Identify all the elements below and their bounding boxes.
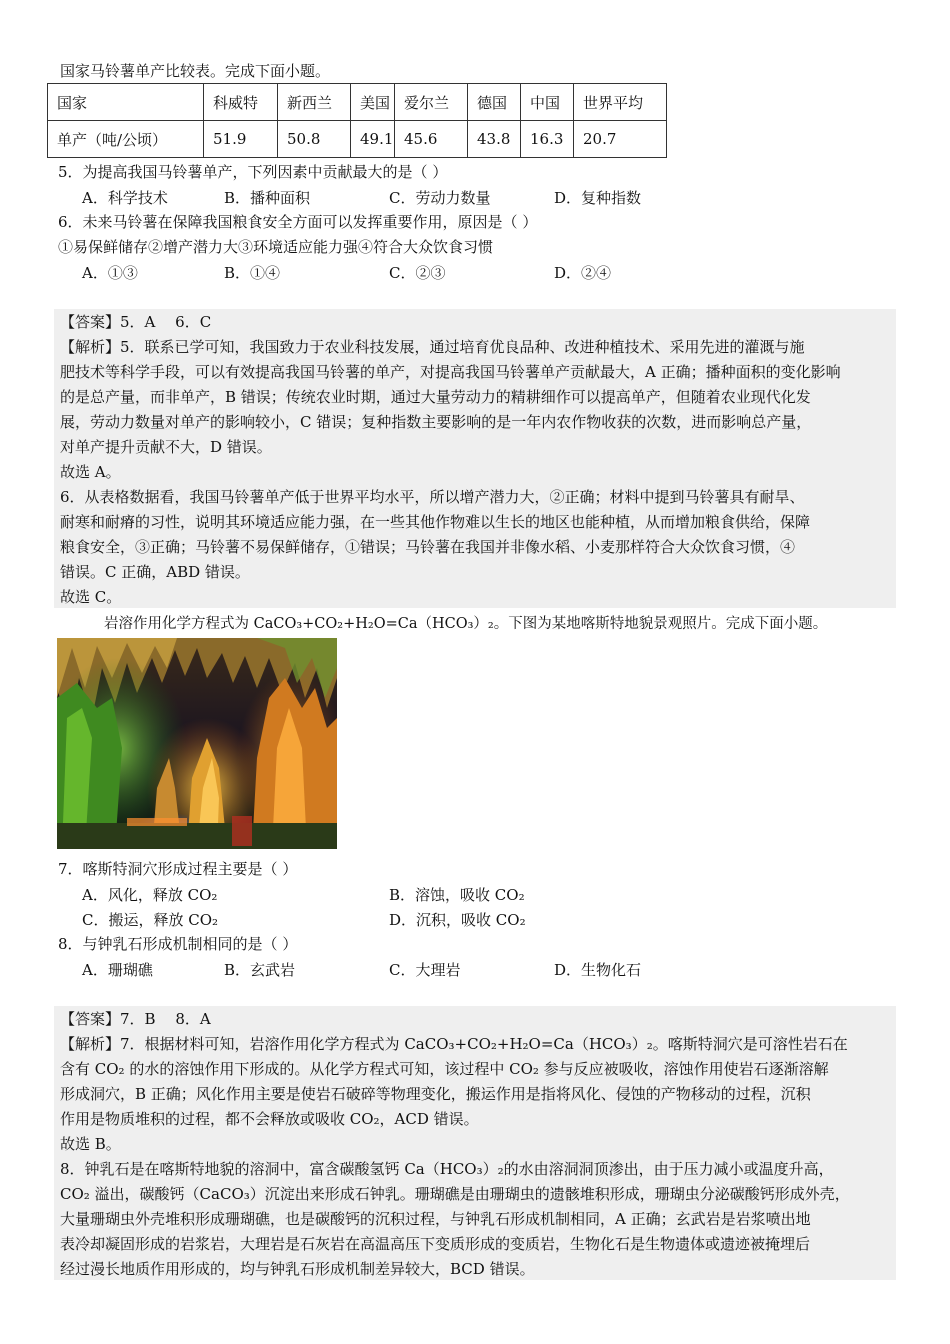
table-cell: 世界平均: [574, 84, 667, 121]
analysis-line: 错误。C 正确，ABD 错误。: [60, 563, 250, 581]
q5-option-a: A．科学技术: [82, 189, 168, 207]
analysis-line: 故选 A。: [60, 463, 121, 481]
analysis-line: 展，劳动力数量对单产的影响较小，C 错误；复种指数主要影响的是一年内农作物收获的次数，进而影响总产量，: [60, 413, 812, 431]
q8-option-d: D．生物化石: [554, 961, 642, 979]
q8-option-b: B．玄武岩: [224, 961, 296, 979]
table-cell: 爱尔兰: [395, 84, 468, 121]
table-cell: 科威特: [204, 84, 278, 121]
q6-option-d: D．②④: [554, 264, 612, 282]
analysis-line: 耐寒和耐瘠的习性，说明其环境适应能力强，在一些其他作物难以生长的地区也能种植，从而增加粮食供给，保障: [60, 513, 811, 531]
table-cell: 德国: [468, 84, 521, 121]
table-cell: 中国: [521, 84, 574, 121]
potato-yield-table: [47, 83, 667, 158]
q5-option-b: B．播种面积: [224, 189, 311, 207]
answer-line: 【答案】5．A 6．C: [60, 313, 212, 331]
answer-block-1: [54, 309, 896, 608]
analysis-line: 粮食安全，③正确；马铃薯不易保鲜储存，①错误；马铃薯在我国并非像水稻、小麦那样符合大众饮食习惯，④: [60, 538, 796, 556]
analysis-line: 对单产提升贡献不大，D 错误。: [60, 438, 272, 456]
table-cell: 20.7: [574, 121, 667, 158]
table-cell: 单产（吨/公顷）: [48, 121, 204, 158]
analysis-line: 【解析】5．联系已学可知，我国致力于农业科技发展，通过培育优良品种、改进种植技术、采用先进的灌溉与施: [60, 338, 805, 356]
answer-block-2: [54, 1006, 896, 1280]
table-cell: 美国: [351, 84, 395, 121]
analysis-line: 含有 CO₂ 的水的溶蚀作用下形成的。从化学方程式可知，该过程中 CO₂ 参与反应被吸收，溶蚀作用使岩石逐渐溶解: [60, 1060, 829, 1078]
analysis-line: 【解析】7．根据材料可知，岩溶作用化学方程式为 CaCO₃+CO₂+H₂O=Ca（HCO₃）₂。喀斯特洞穴是可溶性岩石在: [60, 1035, 848, 1053]
karst-cave-photo: [57, 638, 337, 849]
q6-option-b: B．①④: [224, 264, 281, 282]
question-8-stem: 8．与钟乳石形成机制相同的是（ ）: [58, 935, 298, 953]
karst-intro: 岩溶作用化学方程式为 CaCO₃+CO₂+H₂O=Ca（HCO₃）₂。下图为某地喀斯特地貌景观照片。完成下面小题。: [104, 616, 828, 632]
analysis-line: 6．从表格数据看，我国马铃薯单产低于世界平均水平，所以增产潜力大，②正确；材料中提到马铃薯具有耐旱、: [60, 488, 805, 506]
q7-option-a: A．风化，释放 CO₂: [82, 886, 218, 904]
analysis-line: 故选 C。: [60, 588, 122, 606]
question-6-statements: ①易保鲜储存②增产潜力大③环境适应能力强④符合大众饮食习惯: [58, 238, 494, 256]
table-cell: 51.9: [204, 121, 278, 158]
table-intro: 国家马铃薯单产比较表。完成下面小题。: [60, 62, 331, 80]
q7-option-c: C．搬运，释放 CO₂: [82, 911, 219, 929]
analysis-line: 形成洞穴，B 正确；风化作用主要是使岩石破碎等物理变化，搬运作用是指将风化、侵蚀的产物移动的过程，沉积: [60, 1085, 811, 1103]
q5-option-c: C．劳动力数量: [389, 189, 491, 207]
analysis-line: 大量珊瑚虫外壳堆积形成珊瑚礁，也是碳酸钙的沉积过程，与钟乳石形成机制相同，A 正确；玄武岩是岩浆喷出地: [60, 1210, 811, 1228]
table-cell: 新西兰: [278, 84, 351, 121]
table-row: [48, 121, 667, 158]
analysis-line: 的是总产量，而非单产，B 错误；传统农业时期，通过大量劳动力的精耕细作可以提高单产，但随着农业现代化发: [60, 388, 811, 406]
analysis-line: 肥技术等科学手段，可以有效提高我国马铃薯的单产，对提高我国马铃薯单产贡献最大，A 正确；播种面积的变化影响: [60, 363, 841, 381]
q8-option-a: A．珊瑚礁: [82, 961, 153, 979]
table-cell: 43.8: [468, 121, 521, 158]
answer-line: 【答案】7．B 8．A: [60, 1010, 211, 1028]
q6-option-c: C．②③: [389, 264, 446, 282]
analysis-line: CO₂ 溢出，碳酸钙（CaCO₃）沉淀出来形成石钟乳。珊瑚礁是由珊瑚虫的遗骸堆积形成，珊瑚虫分泌碳酸钙形成外壳，: [60, 1185, 850, 1203]
analysis-line: 作用是物质堆积的过程，都不会释放或吸收 CO₂，ACD 错误。: [60, 1110, 479, 1128]
table-cell: 45.6: [395, 121, 468, 158]
table-cell: 50.8: [278, 121, 351, 158]
q7-option-b: B．溶蚀，吸收 CO₂: [389, 886, 525, 904]
question-6-stem: 6．未来马铃薯在保障我国粮食安全方面可以发挥重要作用，原因是（ ）: [58, 213, 538, 231]
analysis-line: 8．钟乳石是在喀斯特地貌的溶洞中，富含碳酸氢钙 Ca（HCO₃）₂的水由溶洞洞顶渗出，由于压力减小或温度升高，: [60, 1160, 834, 1178]
q7-option-d: D．沉积，吸收 CO₂: [389, 911, 526, 929]
analysis-line: 经过漫长地质作用形成的，均与钟乳石形成机制差异较大，BCD 错误。: [60, 1260, 535, 1278]
question-7-stem: 7．喀斯特洞穴形成过程主要是（ ）: [58, 860, 298, 878]
question-5-stem: 5．为提高我国马铃薯单产，下列因素中贡献最大的是（ ）: [58, 163, 448, 181]
q6-option-a: A．①③: [82, 264, 138, 282]
analysis-line: 故选 B。: [60, 1135, 121, 1153]
q5-option-d: D．复种指数: [554, 189, 642, 207]
q8-option-c: C．大理岩: [389, 961, 461, 979]
table-header-row: [48, 84, 667, 121]
table-cell: 49.1: [351, 121, 395, 158]
table-cell: 16.3: [521, 121, 574, 158]
analysis-line: 表冷却凝固形成的岩浆岩，大理岩是石灰岩在高温高压下变质形成的变质岩，生物化石是生物遗体或遗迹被掩埋后: [60, 1235, 811, 1253]
table-cell: 国家: [48, 84, 204, 121]
